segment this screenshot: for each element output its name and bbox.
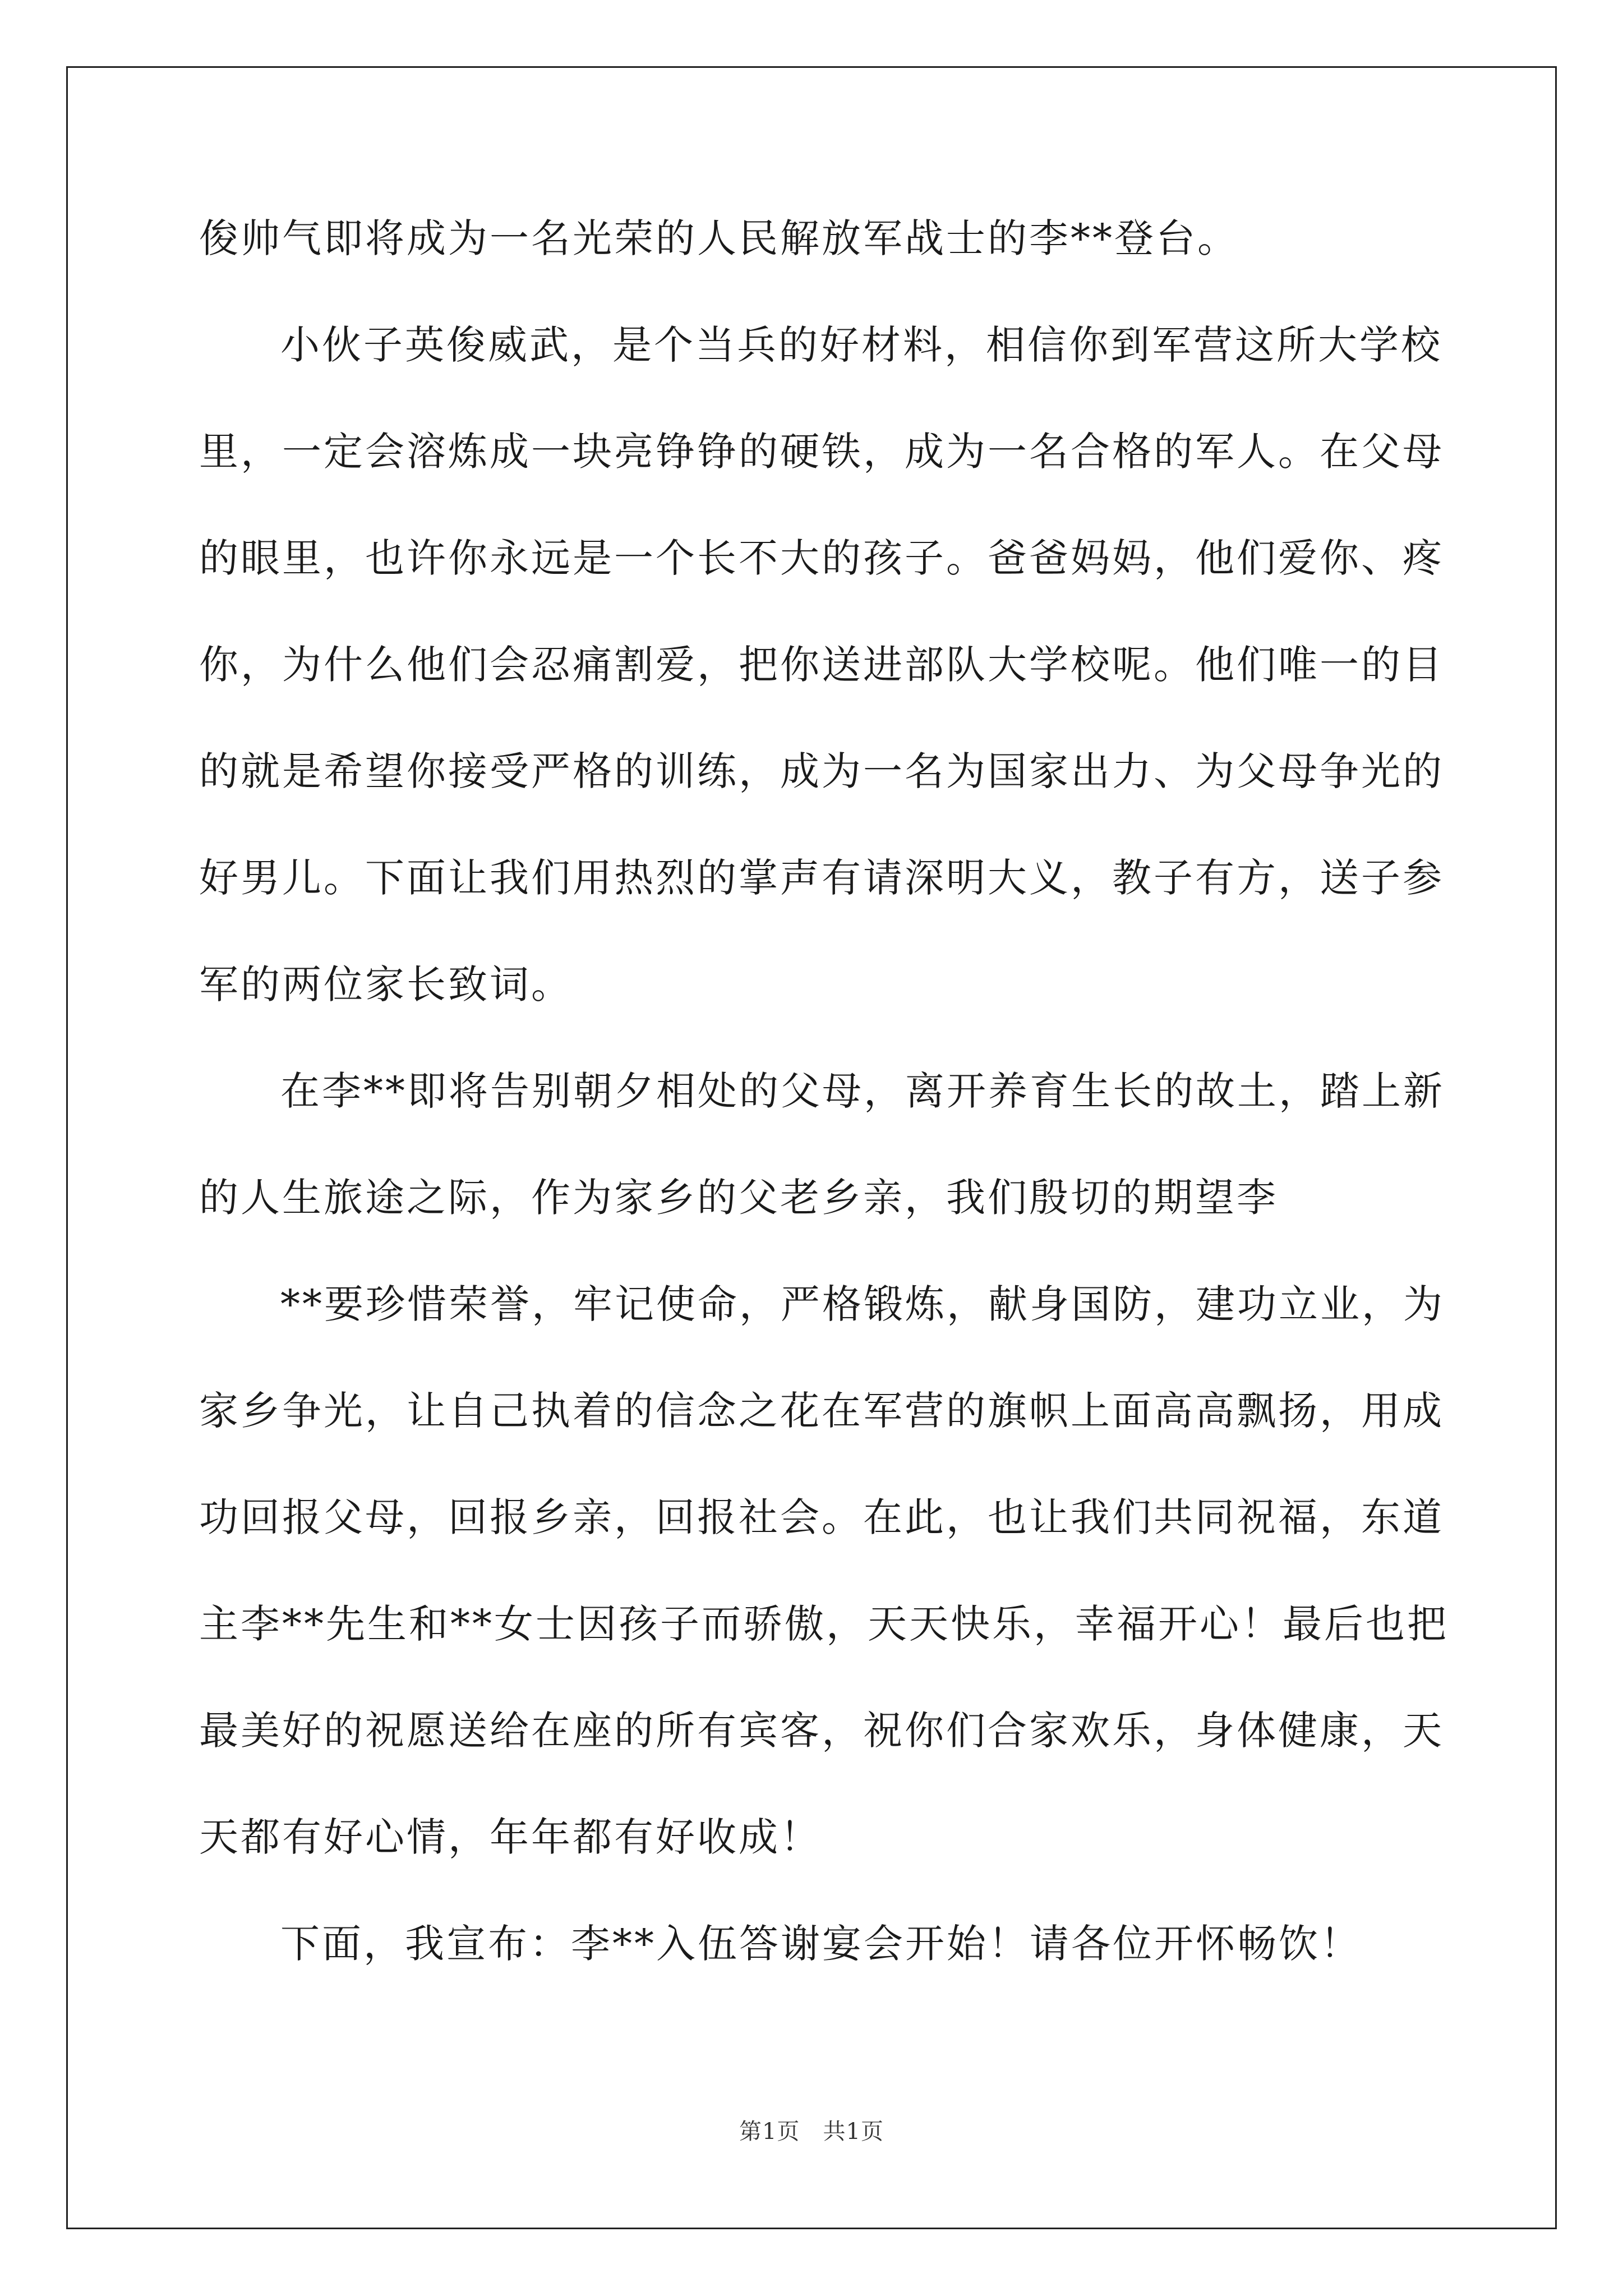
text-line: 的人生旅途之际，作为家乡的父老乡亲，我们殷切的期望李 <box>199 1175 1278 1221</box>
text-line: 的眼里，也许你永远是一个长不大的孩子。爸爸妈妈，他们爱你、疼 <box>199 535 1444 581</box>
text-line: 家乡争光，让自己执着的信念之花在军营的旗帜上面高高飘扬，用成 <box>199 1388 1444 1434</box>
text-line: 在李**即将告别朝夕相处的父母，离开养育生长的故土，踏上新 <box>280 1068 1445 1114</box>
text-line: 下面，我宣布：李**入伍答谢宴会开始！请各位开怀畅饮！ <box>280 1921 1362 1967</box>
page-number-footer: 第1页 共1页 <box>739 2119 884 2145</box>
text-line: 里，一定会溶炼成一块亮铮铮的硬铁，成为一名合格的军人。在父母 <box>199 429 1444 475</box>
text-line: 你，为什么他们会忍痛割爱，把你送进部队大学校呢。他们唯一的目 <box>199 642 1444 688</box>
document-body <box>199 202 1449 2014</box>
text-line: 天都有好心情，年年都有好收成！ <box>199 1814 822 1860</box>
text-line: 小伙子英俊威武，是个当兵的好材料，相信你到军营这所大学校 <box>280 322 1442 368</box>
text-line: 军的两位家长致词。 <box>199 961 573 1007</box>
text-line: 好男儿。下面让我们用热烈的掌声有请深明大义，教子有方，送子参 <box>199 855 1444 901</box>
text-line: 的就是希望你接受严格的训练，成为一名为国家出力、为父母争光的 <box>199 748 1444 794</box>
text-line: 功回报父母，回报乡亲，回报社会。在此，也让我们共同祝福，东道 <box>199 1494 1444 1540</box>
text-line: **要珍惜荣誉，牢记使命，严格锻炼，献身国防，建功立业，为 <box>280 1281 1445 1327</box>
text-line: 俊帅气即将成为一名光荣的人民解放军战士的李**登台。 <box>199 215 1239 261</box>
text-line: 主李**先生和**女士因孩子而骄傲，天天快乐，幸福开心！最后也把 <box>199 1601 1449 1647</box>
text-line: 最美好的祝愿送给在座的所有宾客，祝你们合家欢乐，身体健康，天 <box>199 1708 1444 1754</box>
